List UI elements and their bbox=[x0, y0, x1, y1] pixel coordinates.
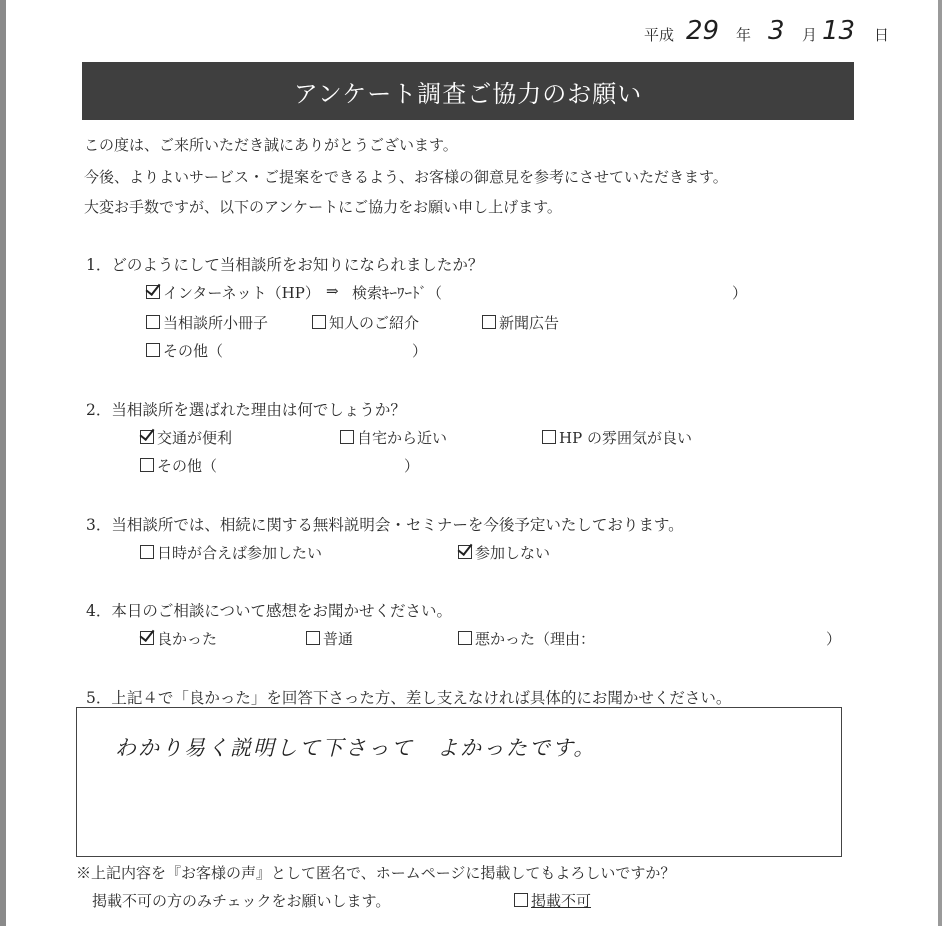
date-year: 29 bbox=[686, 16, 720, 46]
date-month-unit: 月 bbox=[802, 26, 818, 44]
q1-referral-label: 知人のご紹介 bbox=[329, 314, 420, 332]
q1-internet-label: インターネット（HP） bbox=[163, 284, 320, 302]
q4-bad-reason-field[interactable] bbox=[614, 626, 820, 648]
q1-option-internet[interactable] bbox=[146, 282, 320, 303]
q2-home-label: 自宅から近い bbox=[357, 429, 448, 447]
q1-newspaper-label: 新聞広告 bbox=[499, 314, 560, 332]
q4-option-normal[interactable] bbox=[306, 628, 353, 649]
date-year-unit: 年 bbox=[736, 26, 752, 44]
q2-option-hp-atmosphere[interactable] bbox=[542, 427, 692, 448]
no-publish-option[interactable] bbox=[514, 890, 591, 911]
question-3: 3．当相談所では、相続に関する無料説明会・セミナーを今後予定いたしております。 bbox=[86, 516, 684, 534]
question-1: 1．どのようにして当相談所をお知りになられましたか？ bbox=[86, 256, 484, 274]
q4-bad-label: 悪かった（理由： bbox=[475, 630, 596, 648]
q1-internet-checkbox[interactable] bbox=[146, 285, 160, 299]
q3-no-join-checkbox[interactable] bbox=[458, 545, 472, 559]
q1-keyword-label: 検索ｷｰﾜｰﾄﾞ（ bbox=[352, 284, 443, 302]
q2-transport-checkbox[interactable] bbox=[140, 430, 154, 444]
q4-option-bad[interactable] bbox=[458, 628, 595, 649]
date-day: 13 bbox=[822, 16, 856, 46]
q1-keyword-field[interactable] bbox=[478, 280, 726, 302]
q2-other-field[interactable] bbox=[226, 453, 402, 475]
q4-good-label: 良かった bbox=[157, 630, 218, 648]
q2-option-home[interactable] bbox=[340, 427, 447, 448]
q1-booklet-checkbox[interactable] bbox=[146, 315, 160, 329]
q3-no-join-label: 参加しない bbox=[475, 544, 551, 562]
q4-bad-close: ） bbox=[826, 630, 842, 648]
q3-option-no-join[interactable] bbox=[458, 542, 550, 563]
q1-other-field[interactable] bbox=[232, 338, 408, 360]
q1-other-close: ） bbox=[412, 342, 428, 360]
q1-referral-checkbox[interactable] bbox=[312, 315, 326, 329]
q5-handwritten-answer: わかり易く説明して下さって よかったです。 bbox=[115, 736, 597, 760]
q1-option-booklet[interactable] bbox=[146, 312, 268, 333]
q2-other-checkbox[interactable] bbox=[140, 458, 154, 472]
page-right-edge bbox=[938, 0, 942, 926]
no-publish-checkbox[interactable] bbox=[514, 893, 528, 907]
q1-option-newspaper[interactable] bbox=[482, 312, 559, 333]
q1-option-referral[interactable] bbox=[312, 312, 419, 333]
question-4: 4．本日のご相談について感想をお聞かせください。 bbox=[86, 602, 453, 620]
q2-option-transport[interactable] bbox=[140, 427, 232, 448]
q5-answer-box[interactable] bbox=[76, 707, 842, 857]
q1-option-other[interactable] bbox=[146, 340, 223, 361]
q2-hp-label: HP の雰囲気が良い bbox=[559, 429, 692, 447]
q4-normal-checkbox[interactable] bbox=[306, 631, 320, 645]
q4-normal-label: 普通 bbox=[323, 630, 354, 648]
intro-line-1: この度は、ご来所いただき誠にありがとうございます。 bbox=[84, 136, 458, 154]
publish-note-instruction: 掲載不可の方のみチェックをお願いします。 bbox=[92, 892, 391, 910]
q2-option-other[interactable] bbox=[140, 455, 217, 476]
question-5: 5．上記４で「良かった」を回答下さった方、差し支えなければ具体的にお聞かせください。 bbox=[86, 689, 732, 707]
intro-line-2: 今後、よりよいサービス・ご提案をできるよう、お客様の御意見を参考にさせていただきます。 bbox=[84, 168, 728, 186]
q4-good-checkbox[interactable] bbox=[140, 631, 154, 645]
q1-newspaper-checkbox[interactable] bbox=[482, 315, 496, 329]
q2-hp-checkbox[interactable] bbox=[542, 430, 556, 444]
q1-keyword-arrow: ⇒ bbox=[326, 282, 339, 300]
date-month: 3 bbox=[768, 16, 785, 46]
q2-other-close: ） bbox=[404, 457, 420, 475]
q3-option-join[interactable] bbox=[140, 542, 322, 563]
date-day-unit: 日 bbox=[874, 26, 890, 44]
q1-other-label: その他（ bbox=[163, 342, 224, 360]
survey-title: アンケート調査ご協力のお願い bbox=[293, 79, 643, 108]
no-publish-label: 掲載不可 bbox=[531, 892, 592, 910]
q1-other-checkbox[interactable] bbox=[146, 343, 160, 357]
q1-booklet-label: 当相談所小冊子 bbox=[163, 314, 269, 332]
intro-line-3: 大変お手数ですが、以下のアンケートにご協力をお願い申し上げます。 bbox=[84, 198, 562, 216]
q2-home-checkbox[interactable] bbox=[340, 430, 354, 444]
q4-option-good[interactable] bbox=[140, 628, 217, 649]
q3-join-label: 日時が合えば参加したい bbox=[157, 544, 323, 562]
q2-transport-label: 交通が便利 bbox=[157, 429, 233, 447]
publish-note-question: ※上記内容を『お客様の声』として匿名で、ホームページに掲載してもよろしいですか？ bbox=[76, 864, 676, 882]
q1-keyword-close: ） bbox=[732, 284, 748, 302]
survey-title-bar bbox=[82, 62, 854, 120]
date-era: 平成 bbox=[644, 26, 675, 44]
page-left-edge bbox=[0, 0, 6, 926]
q3-join-checkbox[interactable] bbox=[140, 545, 154, 559]
date-row bbox=[640, 18, 910, 54]
q4-bad-checkbox[interactable] bbox=[458, 631, 472, 645]
q2-other-label: その他（ bbox=[157, 457, 218, 475]
question-2: 2．当相談所を選ばれた理由は何でしょうか？ bbox=[86, 401, 406, 419]
